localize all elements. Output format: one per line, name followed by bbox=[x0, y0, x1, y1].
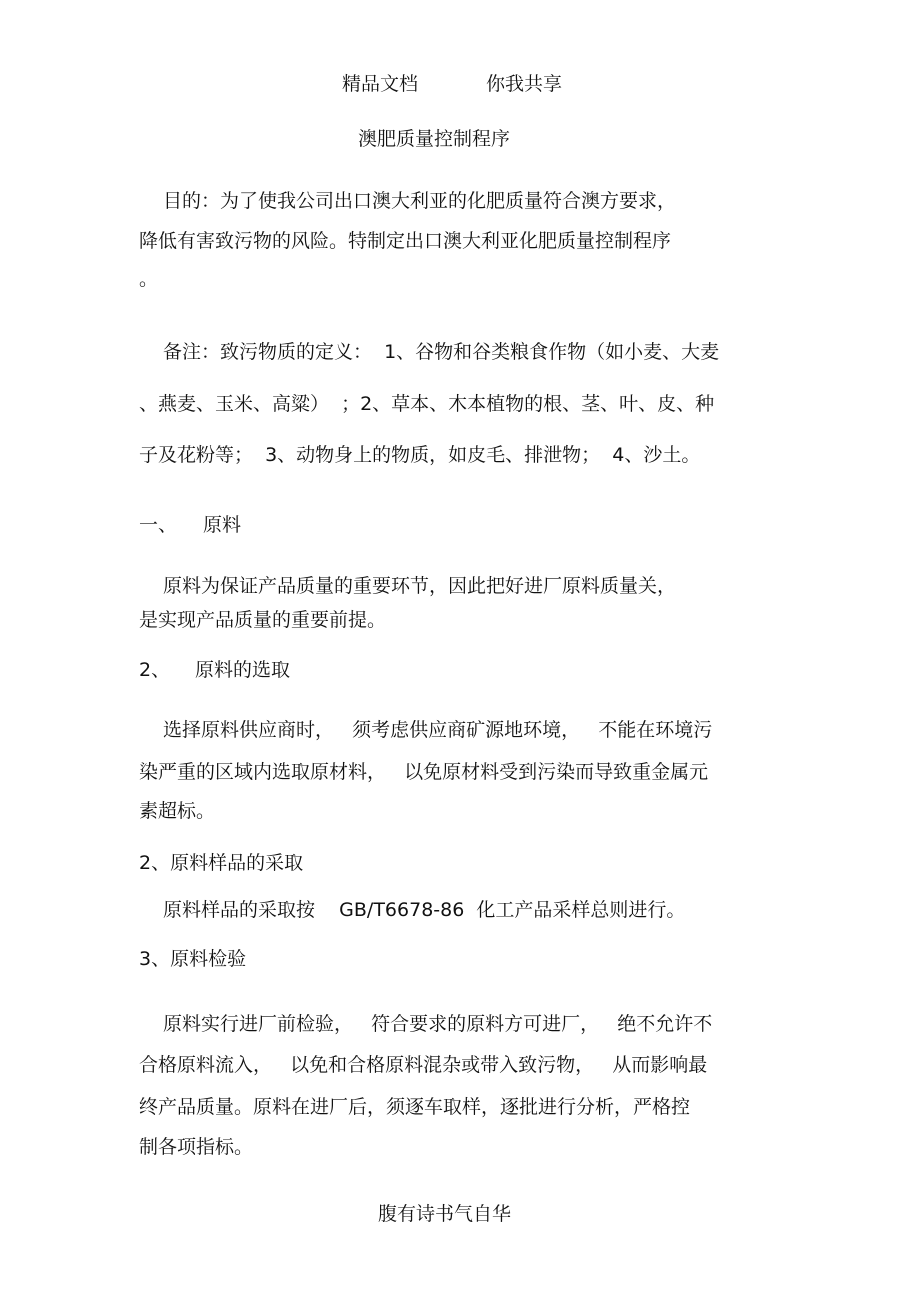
header-right: 你我共享 bbox=[486, 73, 563, 95]
section-title: 原料的选取 bbox=[195, 659, 291, 681]
section-heading: 3、原料检验 bbox=[139, 948, 247, 970]
paragraph-line: 子及花粉等； 3、动物身上的物质，如皮毛、排泄物； 4、沙土。 bbox=[139, 444, 701, 466]
page-footer: 腹有诗书气自华 bbox=[378, 1203, 512, 1225]
paragraph-line: 备注：致污物质的定义： 1、谷物和谷类粮食作物（如小麦、大麦 bbox=[163, 341, 720, 363]
section-number: 2、 bbox=[139, 659, 171, 681]
paragraph-line: 是实现产品质量的重要前提。 bbox=[139, 609, 387, 631]
document-title: 澳肥质量控制程序 bbox=[358, 128, 511, 150]
paragraph-line: 原料实行进厂前检验， 符合要求的原料方可进厂， 绝不允许不 bbox=[163, 1013, 713, 1035]
paragraph-line: 降低有害致污物的风险。特制定出口澳大利亚化肥质量控制程序 bbox=[139, 230, 672, 252]
paragraph-line: 选择原料供应商时， 须考虑供应商矿源地环境， 不能在环境污 bbox=[163, 719, 713, 741]
paragraph-line: 合格原料流入， 以免和合格原料混杂或带入致污物， 从而影响最 bbox=[139, 1054, 708, 1076]
paragraph-line: 染严重的区域内选取原材料， 以免原材料受到污染而导致重金属元 bbox=[139, 761, 709, 783]
paragraph-line: 原料为保证产品质量的重要环节，因此把好进厂原料质量关， bbox=[163, 575, 677, 597]
section-number: 一、 bbox=[139, 514, 178, 536]
paragraph-line: 制各项指标。 bbox=[139, 1136, 254, 1158]
header-left: 精品文档 bbox=[342, 73, 419, 95]
section-paragraph: 原料样品的采取按 GB/T6678-86 化工产品采样总则进行。 bbox=[163, 899, 686, 921]
paragraph-line: 。 bbox=[139, 268, 159, 290]
paragraph-line: 、燕麦、玉米、高粱） ；2、草本、木本植物的根、茎、叶、皮、种 bbox=[139, 393, 715, 415]
section-title: 原料 bbox=[203, 514, 242, 536]
paragraph-line: 素超标。 bbox=[139, 800, 216, 822]
paragraph-line: 目的：为了使我公司出口澳大利亚的化肥质量符合澳方要求， bbox=[163, 190, 677, 212]
paragraph-line: 终产品质量。原料在进厂后，须逐车取样，逐批进行分析，严格控 bbox=[139, 1096, 691, 1118]
section-heading: 2、原料样品的采取 bbox=[139, 852, 304, 874]
